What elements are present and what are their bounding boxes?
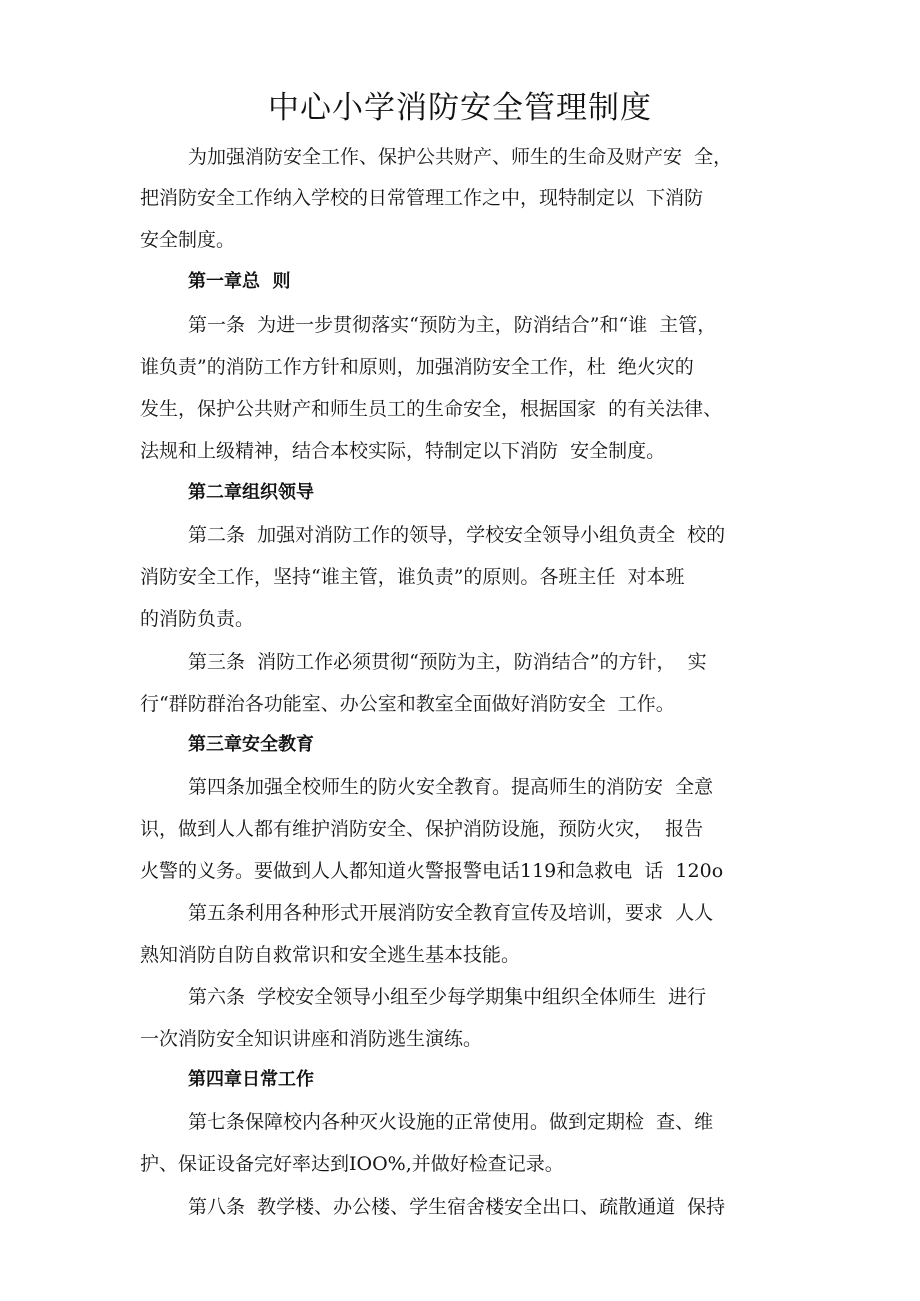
article-5-line-2: 熟知消防自防自救常识和安全逃生基本技能。: [140, 944, 521, 966]
chapter-4-heading: 第四章日常工作: [188, 1069, 314, 1090]
article-2-line-2: 消防安全工作，坚持“谁主管，谁负责”的原则。各班主任 对本班: [140, 566, 685, 588]
article-1-line-4: 法规和上级精神，结合本校实际，特制定以下消防 安全制度。: [140, 440, 666, 462]
article-3-line-2: 行“群防群治各功能室、办公室和教室全面做好消防安全 工作。: [140, 693, 675, 715]
intro-line-3: 安全制度。: [140, 229, 236, 251]
chapter-1-heading: 第一章总 则: [188, 271, 291, 292]
article-7-line-2: 护、保证设备完好率达到IOO%,并做好检查记录。: [140, 1153, 564, 1175]
chapter-2-heading: 第二章组织领导: [188, 482, 314, 503]
article-6-line-1: 第六条 学校安全领导小组至少每学期集中组织全体师生 进行: [188, 986, 707, 1008]
article-3-line-1: 第三条 消防工作必须贯彻“预防为主，防消结合”的方针， 实: [188, 651, 707, 673]
article-4-line-3: 火警的义务。要做到人人都知道火警报警电话119和急救电 话 120o: [140, 860, 724, 882]
article-6-line-2: 一次消防安全知识讲座和消防逃生演练。: [140, 1028, 483, 1050]
document-title: 中心小学消防安全管理制度: [268, 90, 652, 126]
article-4-line-1: 第四条加强全校师生的防火安全教育。提高师生的消防安 全意: [188, 776, 714, 798]
article-1-line-1: 第一条 为进一步贯彻落实“预防为主，防消结合”和“谁 主管，: [188, 314, 717, 336]
intro-line-2: 把消防安全工作纳入学校的日常管理工作之中，现特制定以 下消防: [140, 187, 704, 209]
article-8-line-1: 第八条 教学楼、办公楼、学生宿舍楼安全出口、疏散通道 保持: [188, 1196, 726, 1218]
article-1-line-2: 谁负责”的消防工作方针和原则，加强消防安全工作，杜 绝火灾的: [140, 356, 694, 378]
chapter-3-heading: 第三章安全教育: [188, 734, 314, 755]
article-2-line-3: 的消防负责。: [140, 608, 255, 630]
article-1-line-3: 发生，保护公共财产和师生员工的生命安全，根据国家 的有关法律、: [140, 398, 723, 420]
intro-line-1: 为加强消防安全工作、保护公共财产、师生的生命及财产安 全，: [188, 146, 733, 168]
article-2-line-1: 第二条 加强对消防工作的领导，学校安全领导小组负责全 校的: [188, 524, 726, 546]
article-4-line-2: 识，做到人人都有维护消防安全、保护消防设施，预防火灾， 报告: [140, 818, 704, 840]
article-7-line-1: 第七条保障校内各种灭火设施的正常使用。做到定期检 查、维: [188, 1111, 714, 1133]
article-5-line-1: 第五条利用各种形式开展消防安全教育宣传及培训，要求 人人: [188, 902, 714, 924]
